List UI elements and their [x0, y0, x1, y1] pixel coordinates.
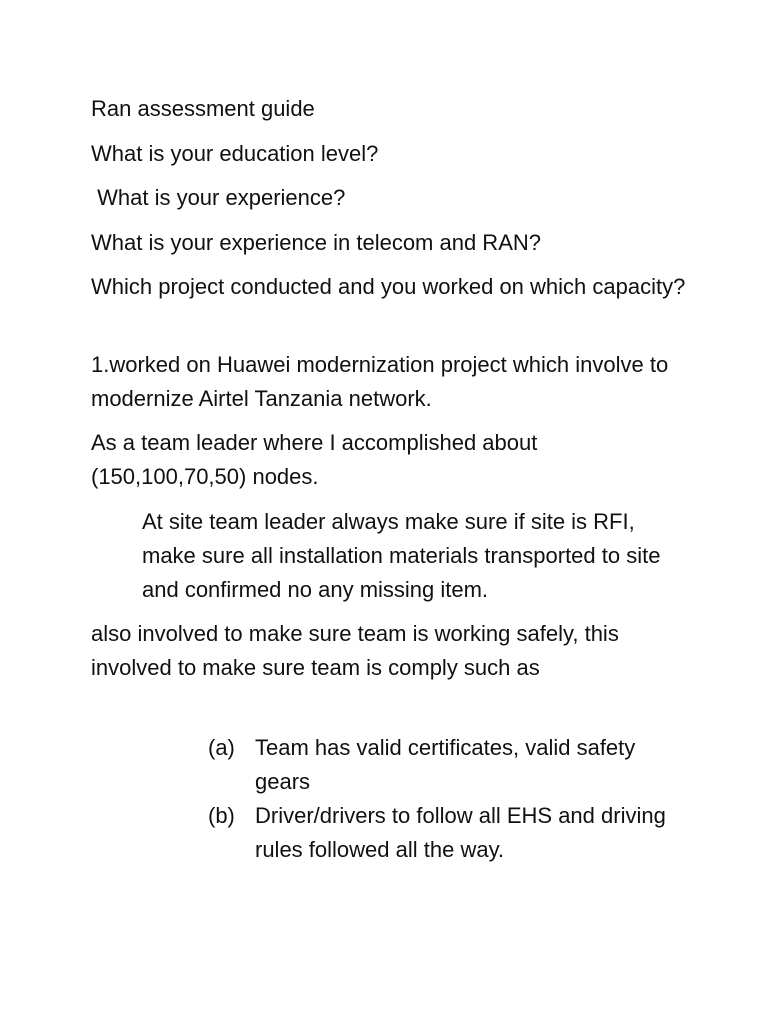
question-telecom-experience: What is your experience in telecom and RAN?	[91, 230, 541, 255]
list-item	[208, 731, 678, 799]
question-education: What is your education level?	[91, 141, 379, 166]
document-title: Ran assessment guide	[91, 96, 315, 121]
question-project-capacity: Which project conducted and you worked on which capacity?	[91, 274, 686, 299]
answer-huawei-project: 1.worked on Huawei modernization project which involve to modernize Airtel Tanzania network.	[91, 352, 669, 411]
answer-site-team-leader: At site team leader always make sure if site is RFI, make sure all installation materials transported to site and confirmed no any missing item.	[142, 509, 661, 602]
question-experience: What is your experience?	[91, 185, 346, 210]
safety-requirements-list	[208, 731, 678, 867]
list-marker: (b)	[208, 803, 235, 828]
list-marker: (a)	[208, 735, 235, 760]
list-item-text: Team has valid certificates, valid safety gears	[255, 735, 636, 794]
answer-team-safety: also involved to make sure team is working safely, this involved to make sure team is comply such as	[91, 621, 619, 680]
answer-team-leader: As a team leader where I accomplished about (150,100,70,50) nodes.	[91, 430, 538, 489]
list-item	[208, 799, 678, 867]
list-item-text: Driver/drivers to follow all EHS and driving rules followed all the way.	[255, 803, 666, 862]
